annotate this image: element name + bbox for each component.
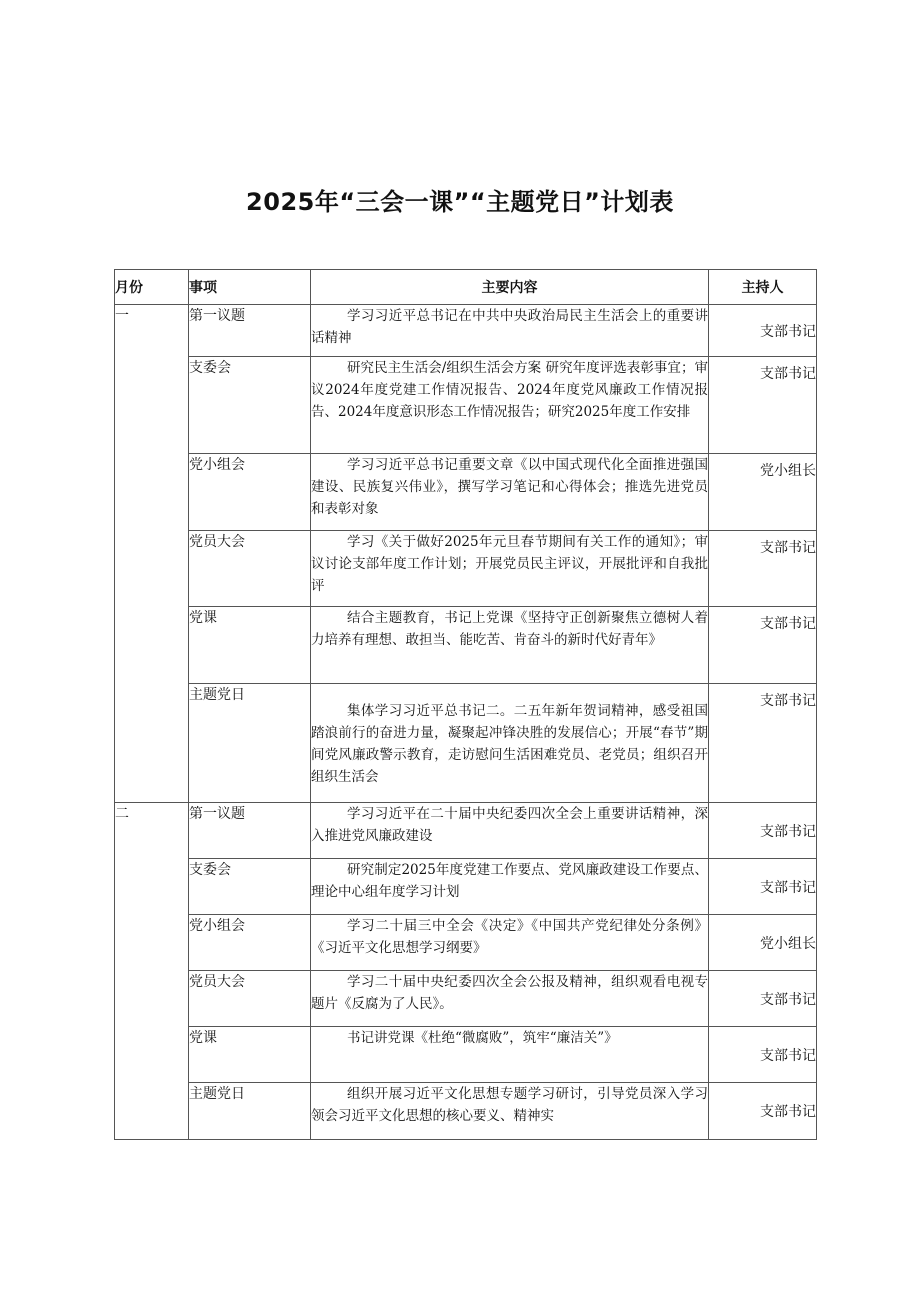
content-cell <box>311 1083 709 1140</box>
table-row <box>115 305 817 357</box>
plan-table <box>114 269 817 1140</box>
month-cell-jan: 一 <box>115 305 189 803</box>
host-cell: 支部书记 <box>709 1027 817 1083</box>
host-cell: 支部书记 <box>709 531 817 607</box>
item-cell: 党员大会 <box>189 531 311 607</box>
content-cell <box>311 1027 709 1083</box>
table-row <box>115 1027 817 1083</box>
content-text: 学习《关于做好2025年元旦春节期间有关工作的通知》；审议讨论支部年度工作计划；开展党员民主评议，开展批评和自我批评 <box>311 534 708 594</box>
month-cell-feb: 二 <box>115 803 189 1140</box>
content-cell <box>311 971 709 1027</box>
item-cell: 第一议题 <box>189 305 311 357</box>
content-cell <box>311 454 709 531</box>
host-cell: 支部书记 <box>709 607 817 684</box>
content-text: 学习二十届中央纪委四次全会公报及精神，组织观看电视专题片《反腐为了人民》。 <box>311 974 708 1012</box>
host-cell: 支部书记 <box>709 971 817 1027</box>
host-cell: 党小组长 <box>709 915 817 971</box>
table-row <box>115 607 817 684</box>
content-text: 学习习近平总书记重要文章《以中国式现代化全面推进强国建设、民族复兴伟业》，撰写学习笔记和心得体会；推选先进党员和表彰对象 <box>311 457 708 517</box>
content-cell <box>311 684 709 803</box>
host-cell: 支部书记 <box>709 859 817 915</box>
content-cell <box>311 803 709 859</box>
content-cell <box>311 357 709 454</box>
table-row <box>115 531 817 607</box>
content-text: 研究民主生活会/组织生活会方案 研究年度评选表彰事宜；审议2024年度党建工作情况报告、2024年度党风廉政工作情况报告、2024年度意识形态工作情况报告；研究2025年度工作安排 <box>311 360 708 420</box>
item-cell: 党课 <box>189 1027 311 1083</box>
page-title: 2025年“三会一课”“主题党日”计划表 <box>246 188 674 216</box>
content-cell <box>311 305 709 357</box>
header-month: 月份 <box>115 270 189 305</box>
header-content: 主要内容 <box>311 270 709 305</box>
item-cell: 支委会 <box>189 357 311 454</box>
table-row <box>115 684 817 803</box>
content-cell <box>311 607 709 684</box>
content-text: 组织开展习近平文化思想专题学习研讨，引导党员深入学习领会习近平文化思想的核心要义、精神实 <box>311 1086 708 1124</box>
content-text: 书记讲党课《杜绝“微腐败”，筑牢“廉洁关”》 <box>347 1030 618 1046</box>
content-text: 研究制定2025年度党建工作要点、党风廉政建设工作要点、理论中心组年度学习计划 <box>311 862 708 900</box>
host-cell: 支部书记 <box>709 1083 817 1140</box>
host-cell: 支部书记 <box>709 684 817 803</box>
content-text: 学习习近平总书记在中共中央政治局民主生活会上的重要讲话精神 <box>311 308 708 346</box>
table-row <box>115 1083 817 1140</box>
content-text: 集体学习习近平总书记二。二五年新年贺词精神，感受祖国踏浪前行的奋进力量，凝聚起冲锋决胜的发展信心；开展“春节”期间党风廉政警示教育，走访慰问生活困难党员、老党员；组织召开组织生活会 <box>311 703 708 785</box>
content-text: 学习习近平在二十届中央纪委四次全会上重要讲话精神，深入推进党风廉政建设 <box>311 806 708 844</box>
content-text: 结合主题教育，书记上党课《坚持守正创新聚焦立德树人着力培养有理想、敢担当、能吃苦、肯奋斗的新时代好青年》 <box>311 610 708 648</box>
content-cell <box>311 859 709 915</box>
item-cell: 党小组会 <box>189 454 311 531</box>
content-text: 学习二十届三中全会《决定》《中国共产党纪律处分条例》《习近平文化思想学习纲要》 <box>311 918 708 956</box>
header-item: 事项 <box>189 270 311 305</box>
item-cell: 党员大会 <box>189 971 311 1027</box>
table-row <box>115 803 817 859</box>
item-cell: 主题党日 <box>189 684 311 803</box>
table-header-row <box>115 270 817 305</box>
table-row <box>115 454 817 531</box>
table-row <box>115 915 817 971</box>
host-cell: 支部书记 <box>709 357 817 454</box>
host-cell: 支部书记 <box>709 305 817 357</box>
table-row <box>115 971 817 1027</box>
item-cell: 第一议题 <box>189 803 311 859</box>
item-cell: 党小组会 <box>189 915 311 971</box>
content-cell <box>311 915 709 971</box>
item-cell: 党课 <box>189 607 311 684</box>
item-cell: 支委会 <box>189 859 311 915</box>
table-row <box>115 357 817 454</box>
content-cell <box>311 531 709 607</box>
header-host: 主持人 <box>709 270 817 305</box>
host-cell: 支部书记 <box>709 803 817 859</box>
table-row <box>115 859 817 915</box>
item-cell: 主题党日 <box>189 1083 311 1140</box>
host-cell: 党小组长 <box>709 454 817 531</box>
